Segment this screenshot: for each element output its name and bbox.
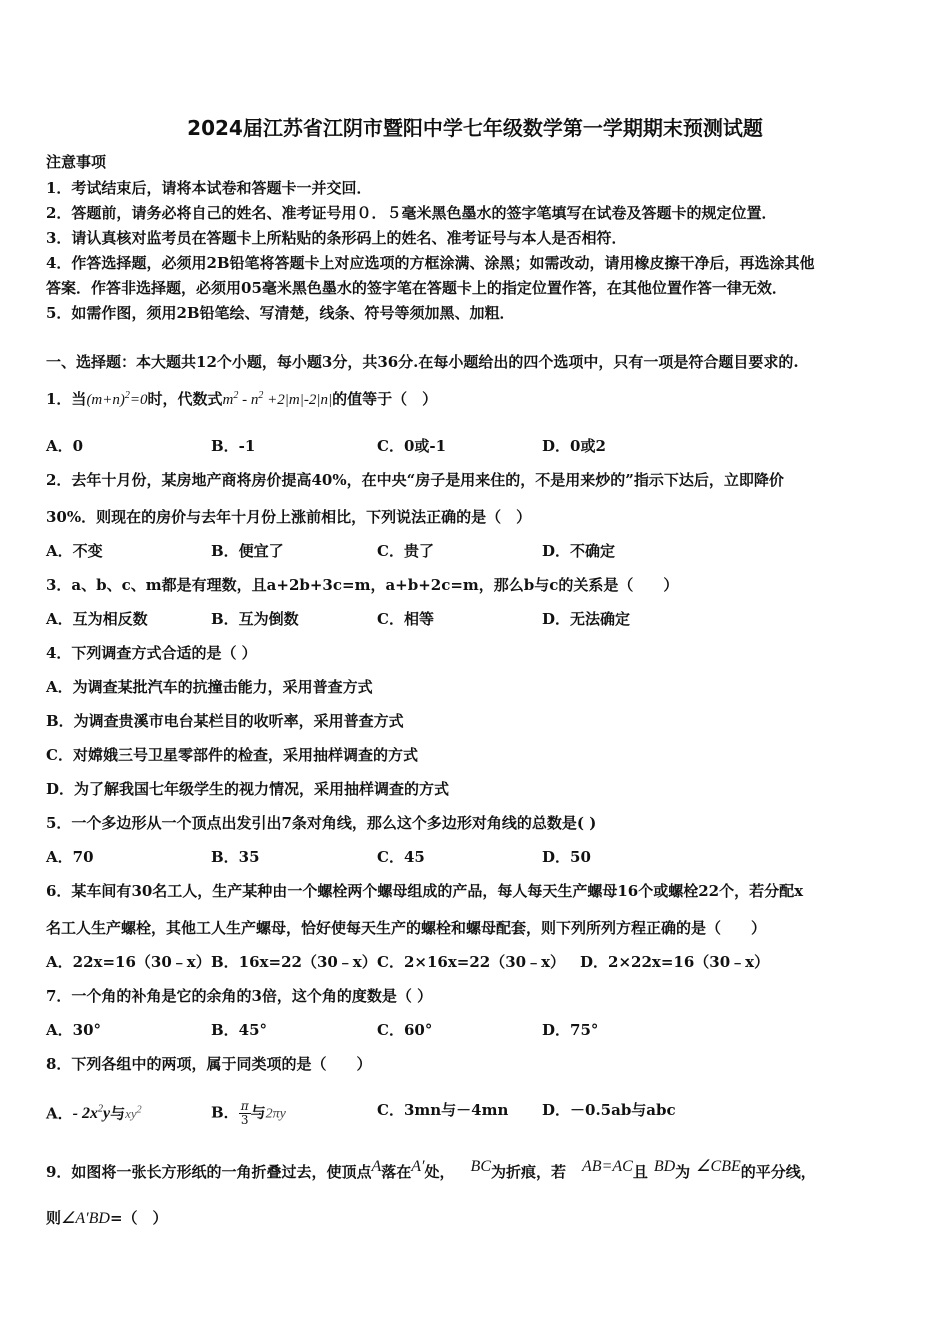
notice-item: 5．如需作图，须用2B铅笔绘、写清楚，线条、符号等须加黑、加粗． xyxy=(46,304,515,322)
q8-option-c: C．3mn与－4mn xyxy=(377,1101,509,1119)
notice-item: 3．请认真核对监考员在答题卡上所粘贴的条形码上的姓名、准考证号与本人是否相符． xyxy=(46,229,627,247)
q8-a-term1: - $2x^2y$ xyxy=(72,1104,111,1123)
q1-mid: 时，代数式 xyxy=(147,390,223,408)
q6-option-c: C．2×16x=22（30﹣x） xyxy=(377,953,566,971)
question-2-line-2: 30%．则现在的房价与去年十月份上涨前相比，下列说法正确的是（ ） xyxy=(46,508,532,526)
section-heading: 一、选择题：本大题共12个小题，每小题3分，共36分.在每小题给出的四个选项中，只有一项是符合题目要求的. xyxy=(46,353,799,371)
q5-option-c: C．45 xyxy=(377,848,425,866)
question-1 xyxy=(46,386,437,410)
q6-option-d: D．2×22x=16（30﹣x） xyxy=(580,953,770,971)
q2-option-a: A．不变 xyxy=(46,542,103,560)
q4-option-b: B．为调查贵溪市电台某栏目的收听率，采用普查方式 xyxy=(46,712,404,730)
question-6-line-1: 6．某车间有30名工人，生产某种由一个螺栓两个螺母组成的产品，每人每天生产螺母16个或螺栓22个，若分配x xyxy=(46,882,804,900)
q1-option-b: B．-1 xyxy=(211,437,256,455)
q5-option-a: A．70 xyxy=(46,848,94,866)
question-2-line-1: 2．去年十月份，某房地产商将房价提高40%，在中央“房子是用来住的，不是用来炒的”指示下达后，立即降价 xyxy=(46,471,784,489)
notice-item: 1．考试结束后，请将本试卷和答题卡一并交回． xyxy=(46,179,372,197)
notice-item: 4．作答选择题，必须用2B铅笔将答题卡上对应选项的方框涂满、涂黑；如需改动，请用橡皮擦干净后，再选涂其他 xyxy=(46,254,815,272)
question-4: 4．下列调查方式合适的是（ ） xyxy=(46,644,257,662)
q7-option-b: B．45° xyxy=(211,1021,268,1039)
question-8: 8．下列各组中的两项，属于同类项的是（ ） xyxy=(46,1055,372,1073)
question-9-line-2: 则∠A′BD=（ ） xyxy=(46,1209,168,1227)
q4-option-c: C．对嫦娥三号卫星零部件的检查，采用抽样调查的方式 xyxy=(46,746,418,764)
question-9-line-1: 9．如图将一张长方形纸的一角折叠过去，使顶点A落在A′处， BC为折痕，若 AB=AC且 BD为 ∠CBE的平分线， xyxy=(46,1158,816,1181)
notice-item: 2．答题前，请务必将自己的姓名、准考证号用０．５毫米黑色墨水的签字笔填写在试卷及答题卡的规定位置． xyxy=(46,204,777,222)
q1-option-a: A．0 xyxy=(46,437,84,455)
question-5: 5．一个多边形从一个顶点出发引出7条对角线，那么这个多边形对角线的总数是( ) xyxy=(46,814,597,832)
q7-option-a: A．30° xyxy=(46,1021,102,1039)
q4-option-a: A．为调查某批汽车的抗撞击能力，采用普查方式 xyxy=(46,678,373,696)
q3-option-c: C．相等 xyxy=(377,610,434,628)
notice-heading: 注意事项 xyxy=(46,153,107,171)
q4-option-d: D．为了解我国七年级学生的视力情况，采用抽样调查的方式 xyxy=(46,780,450,798)
q8-a-term2: $xy^2$ xyxy=(125,1105,142,1122)
q3-option-a: A．互为相反数 xyxy=(46,610,148,628)
q3-option-d: D．无法确定 xyxy=(542,610,631,628)
q8-option-a: A．- $2x^2y$与$xy^2$ xyxy=(46,1104,142,1123)
q6-option-a: A．22x=16（30﹣x） xyxy=(46,953,211,971)
q1-option-d: D．0或2 xyxy=(542,437,606,455)
question-3: 3．a、b、c、m都是有理数，且a+2b+3c=m，a+b+2c=m，那么b与c的关系是（ ） xyxy=(46,576,679,594)
q7-option-c: C．60° xyxy=(377,1021,433,1039)
question-7: 7．一个角的补角是它的余角的3倍，这个角的度数是（ ） xyxy=(46,987,433,1005)
q8-option-b: B． $\frac{\pi}{3}$ 与2πy xyxy=(211,1099,286,1127)
notice-item: 答案．作答非选择题，必须用05毫米黑色墨水的签字笔在答题卡上的指定位置作答，在其他位置作答一律无效． xyxy=(46,279,787,297)
q1-expression: $m^2 - n^2 +2|m|-2|n|$ xyxy=(222,390,333,408)
q1-prefix: 1．当 xyxy=(46,390,87,408)
q2-option-b: B．便宜了 xyxy=(211,542,284,560)
question-6-line-2: 名工人生产螺栓，其他工人生产螺母，恰好使每天生产的螺栓和螺母配套，则下列所列方程正确的是（ ） xyxy=(46,919,767,937)
q1-option-c: C．0或-1 xyxy=(377,437,447,455)
q2-option-d: D．不确定 xyxy=(542,542,616,560)
q1-condition: $(m+n)^2=0$ xyxy=(86,390,148,408)
q6-option-b: B．16x=22（30﹣x） xyxy=(211,953,377,971)
page-title: 2024届江苏省江阴市暨阳中学七年级数学第一学期期末预测试题 xyxy=(187,116,763,140)
q7-option-d: D．75° xyxy=(542,1021,599,1039)
q2-option-c: C．贵了 xyxy=(377,542,434,560)
q1-suffix: 的值等于（ ） xyxy=(332,390,438,408)
q5-option-b: B．35 xyxy=(211,848,260,866)
q8-option-d: D．－0.5ab与abc xyxy=(542,1101,676,1119)
q5-option-d: D．50 xyxy=(542,848,591,866)
q8-b-fraction: $\frac{\pi}{3}$ xyxy=(240,1099,249,1127)
q3-option-b: B．互为倒数 xyxy=(211,610,299,628)
